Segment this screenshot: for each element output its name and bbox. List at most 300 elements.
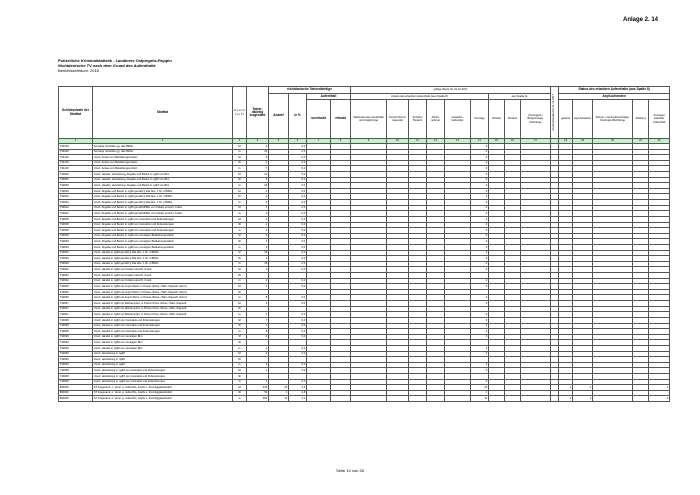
cell-sex: M (233, 250, 247, 256)
cell-pct: 0,0 (289, 239, 307, 245)
col-erlaubt-header: erlaubt (331, 100, 351, 139)
cell-sex: W (233, 194, 247, 200)
cell-sex: W (233, 239, 247, 245)
cell-key: 734825 (59, 284, 93, 290)
col-number: 22 (649, 139, 670, 144)
cell-pct: 0,0 (289, 244, 307, 250)
col-number: 18 (559, 139, 573, 144)
cell-offense: Unerl. Abgabe und Besitz in nglM gemäß BtMG von Kokain einschl. Crack (93, 211, 233, 217)
cell-s14: 0 (471, 362, 489, 368)
cell-sex: W (233, 289, 247, 295)
cell-pct: 0,0 (289, 345, 307, 351)
cell-s14: 0 (471, 211, 489, 217)
cell-pct: 0,0 (289, 222, 307, 228)
cell-s14: 0 (471, 351, 489, 357)
cell-total: 3 (247, 177, 269, 183)
col-number: 9 (351, 139, 387, 144)
cell-s14: 0 (471, 228, 489, 234)
cell-pct: 4,1 (289, 396, 307, 402)
cell-sex: W (233, 323, 247, 329)
cell-sex: M (233, 385, 247, 391)
cell-key: 734848 (59, 373, 93, 379)
cell-pct: 0,0 (289, 160, 307, 166)
cell-pct: 0,0 (289, 250, 307, 256)
cell-s17 (521, 396, 551, 402)
cell-s13 (445, 396, 471, 402)
cell-pct: 0,0 (289, 211, 307, 217)
cell-offense: Unerl. Handel in nglM mit Methamphet. in Pulver-/Krist.-/Flüss.-/Tabl.-/Kapself. (93, 312, 233, 318)
cell-key: 890000 (59, 385, 93, 391)
cell-s14: 0 (471, 334, 489, 340)
cell-total: 1 (247, 345, 269, 351)
cell-s14: 0 (471, 284, 489, 290)
col-9-header: Stationierungs-streitkräfte und Angehörige (351, 100, 387, 139)
cell-s14: 0 (471, 216, 489, 222)
cell-key: 734820 (59, 250, 93, 256)
cell-s15 (489, 396, 505, 402)
cell-total: 15 (247, 250, 269, 256)
cell-s14: 0 (471, 323, 489, 329)
cell-s14: 0 (471, 239, 489, 245)
cell-offense: Unerl. Herstellung in nglM von Cannabis und Zubereitungen (93, 373, 233, 379)
cell-pct: 0,0 (289, 301, 307, 307)
cell-offense: Unerl. Handel in nglM von Kokain einschl. Crack (93, 273, 233, 279)
cell-key: 734812 (59, 205, 93, 211)
cell-key: 734827 (59, 301, 93, 307)
cell-s14: 0 (471, 205, 489, 211)
col-key-header: Schlüsselzahl der Straftat (59, 87, 93, 139)
cell-s8 (331, 396, 351, 402)
cell-key: 890000 (59, 390, 93, 396)
cell-key: 734822 (59, 267, 93, 273)
col-total-header: Tatver-dächtig insgesamt (247, 87, 269, 139)
col-12-header: Arbeit-nehmer (427, 100, 445, 139)
asyl-header: Asylsuchenden (559, 94, 670, 100)
cell-sex: G (233, 379, 247, 385)
cell-s9 (351, 396, 387, 402)
cell-total: 8 (247, 295, 269, 301)
cell-total: 1 (247, 211, 269, 217)
cell-s7 (307, 396, 331, 402)
col-number: 20 (593, 139, 633, 144)
col-18-header: Asylsuchenden bis 31.12.2017 (551, 87, 559, 139)
cell-key: 734825 (59, 289, 93, 295)
cell-sex: G (233, 211, 247, 217)
cell-pct: 0,0 (289, 177, 307, 183)
cell-sex: W (233, 273, 247, 279)
report-titles (58, 58, 172, 74)
cell-total: 284 (247, 396, 269, 402)
cell-s14: 0 (471, 250, 489, 256)
cell-key: 734827 (59, 312, 93, 318)
cell-s10 (387, 396, 409, 402)
cell-key: 734100 (59, 160, 93, 166)
col-number: 10 (387, 139, 409, 144)
cell-total: 1 (247, 301, 269, 307)
cell-s14: 0 (471, 329, 489, 335)
cell-key: 734818 (59, 222, 93, 228)
cell-key: 734819 (59, 239, 93, 245)
cell-s14: 0 (471, 267, 489, 273)
cell-s14: 0 (471, 194, 489, 200)
cell-sV (551, 396, 559, 402)
cell-key: 734828 (59, 329, 93, 335)
col-number: 16 (505, 139, 521, 144)
cell-offense: Unerl. Abgabe und Besitz in nglM gemäß § 29a Abs. 1 Nr. 2 BtMG (93, 200, 233, 206)
cell-key: 734000 (59, 144, 93, 150)
cell-pct: 0,0 (289, 194, 307, 200)
cell-total: 1 (247, 323, 269, 329)
cell-s18: 1 (559, 385, 573, 391)
col-number: 3 (233, 139, 247, 144)
cell-key: 734840 (59, 357, 93, 363)
cell-pct: 0,0 (289, 323, 307, 329)
cell-s14: 0 (471, 188, 489, 194)
cell-pct: 0,0 (289, 144, 307, 150)
cell-sex: G (233, 329, 247, 335)
report-period: Berichtszeitraum: 2016 (58, 68, 99, 74)
cell-s14: 0 (471, 166, 489, 172)
cell-offense: Unerl. Herstellung in nglM (93, 351, 233, 357)
cell-sex: W (233, 373, 247, 379)
table-body (59, 144, 670, 402)
col-count-header: Anzahl (269, 94, 289, 139)
cell-pct: 0,0 (289, 233, 307, 239)
cell-s14: 0 (471, 200, 489, 206)
cell-s14: 0 (471, 155, 489, 161)
col-number: 15 (489, 139, 505, 144)
cell-total: 24 (247, 183, 269, 189)
cell-sex: W (233, 177, 247, 183)
cell-total: 16 (247, 261, 269, 267)
cell-offense: Unerl. Anbau von Betäubungsmitteln (93, 160, 233, 166)
cell-s14: 0 (471, 222, 489, 228)
cell-sex: W (233, 160, 247, 166)
col-23-header: Sonstiger erlaubter Aufenthalt (649, 100, 670, 139)
cell-offense: Unerl. Abgabe und Besitz in nglM gemäß § 29a Abs. 1 Nr. 2 BtMG (93, 194, 233, 200)
cell-s14: 0 (471, 345, 489, 351)
cell-total: 31 (247, 149, 269, 155)
cell-key: 734810 (59, 188, 93, 194)
cell-key: 734848 (59, 368, 93, 374)
cell-pct: 0,0 (289, 155, 307, 161)
cell-pct: 0,0 (289, 216, 307, 222)
col-number: 19 (573, 139, 593, 144)
cell-sex: G (233, 295, 247, 301)
cell-offense: Unerl. Handel, Herstellung, Abgabe und Besitz in nglM von Btm (93, 172, 233, 178)
col-15-header: Schüler (489, 100, 505, 139)
group-ndt-header: nichtdeutsche Tatverdächtige (269, 87, 351, 94)
cell-sex: M (233, 368, 247, 374)
cell-key: 734818 (59, 228, 93, 234)
cell-s14: 0 (471, 144, 489, 150)
cell-sex: M (233, 351, 247, 357)
cell-offense: Unerl. Handel in nglM mit Methamphet. in Pulver-/Krist.-/Flüss.-/Tabl.-/Kapself. (93, 301, 233, 307)
cell-pct: 0,0 (289, 379, 307, 385)
cell-s12 (427, 396, 445, 402)
cell-total: 4 (247, 188, 269, 194)
cell-sex: W (233, 222, 247, 228)
col-17-header: Kontingent-/ Bürgerkriegs-flüchtlinge (521, 100, 551, 139)
cell-offense: Unerl. Anbau von Betäubungsmitteln (93, 166, 233, 172)
cell-sex: M (233, 301, 247, 307)
cell-total: 1 (247, 222, 269, 228)
cell-pct: 0,0 (289, 256, 307, 262)
col-number: 5 (269, 139, 289, 144)
cell-offense: Unerl. Handel in nglM mit Methamphet. in Pulver-/Krist.-/Flüss.-/Tabl.-/Kapself. (93, 306, 233, 312)
cell-total: 2 (247, 278, 269, 284)
col-number: 14 (471, 139, 489, 144)
cell-offense: Unerl. Handel in nglM mit Amph./Deriv. in Pulver-/Flüss.-/Tabl.-/Kapself. (Ecst.) (93, 295, 233, 301)
cell-pct: 0,0 (289, 228, 307, 234)
cell-offense: Unerl. Handel in nglM von Kokain einschl. Crack (93, 267, 233, 273)
cell-key: 734829 (59, 340, 93, 346)
cell-total: 1 (247, 312, 269, 318)
cell-offense: Unerl. Abgabe und Besitz in nglM von sonstigen Betäubungsmitteln (93, 233, 233, 239)
cell-offense: Unerl. Handel in nglM gemäß § 29a Abs. 1 Nr. 2 BtMG (93, 256, 233, 262)
cell-key: 734827 (59, 306, 93, 312)
cell-sex: M (233, 334, 247, 340)
cell-key: 734840 (59, 362, 93, 368)
cell-offense: Unerl. Anbau von Betäubungsmitteln (93, 155, 233, 161)
cell-pct: 4,3 (289, 385, 307, 391)
cell-key: 734800 (59, 183, 93, 189)
cell-key: 890000 (59, 396, 93, 402)
cell-total: 233 (247, 385, 269, 391)
cell-s14: 0 (471, 244, 489, 250)
cell-total: 2 (247, 267, 269, 273)
cell-sex: G (233, 200, 247, 206)
cell-key: 734828 (59, 323, 93, 329)
cell-pct: 0,0 (289, 188, 307, 194)
cell-total: 7 (247, 317, 269, 323)
cell-pct: 0,0 (289, 317, 307, 323)
cell-s22: 1 (649, 396, 670, 402)
col-10-header: Tourist/ Durch-reisender (387, 100, 409, 139)
cell-sex: G (233, 261, 247, 267)
cell-key: 734800 (59, 177, 93, 183)
cell-sex: W (233, 256, 247, 262)
cell-s14: 1 (471, 390, 489, 396)
cell-s14: 0 (471, 312, 489, 318)
col-offense-header: Straftat (93, 87, 233, 139)
cell-total: 4 (247, 144, 269, 150)
cell-pct: 0,0 (289, 166, 307, 172)
cell-s14: 10 (471, 385, 489, 391)
cell-total: 1 (247, 334, 269, 340)
cell-key: 734819 (59, 244, 93, 250)
cell-s14: 0 (471, 256, 489, 262)
cell-offense: Unerl. Handel in nglM von sonstigen Btm (93, 334, 233, 340)
cell-key: 734820 (59, 261, 93, 267)
cell-sex: M (233, 267, 247, 273)
anteil-header: Anteile des erlaubten Aufenthalts (aus Spalte 8) (351, 94, 489, 100)
cell-key: 734800 (59, 172, 93, 178)
cell-offense: Unerl. Handel in nglM von Cannabis und Zubereitungen (93, 317, 233, 323)
cell-pct: 0,0 (289, 368, 307, 374)
cell-pct: 0,0 (289, 334, 307, 340)
cell-total: 1 (247, 256, 269, 262)
cell-key: 734000 (59, 149, 93, 155)
cell-offense: ST insgesamt, o. Verst. g. AufenthG, AsylG u. FreizügigkeitsG/EU (93, 396, 233, 402)
cell-key: 734848 (59, 379, 93, 385)
cell-s11 (409, 396, 427, 402)
cell-key: 734822 (59, 273, 93, 279)
col-number: 1 (59, 139, 93, 144)
page-number: Seite 14 von 26 (336, 468, 364, 473)
cell-pct: 0,0 (289, 200, 307, 206)
cell-total: 6 (247, 200, 269, 206)
col-number: 12 (427, 139, 445, 144)
cell-pct: 2,8 (289, 390, 307, 396)
cell-key: 734825 (59, 295, 93, 301)
col-19-header: gesamt (559, 100, 573, 139)
cell-sex: G (233, 278, 247, 284)
cell-pct: 0,0 (289, 284, 307, 290)
cell-offense: Unerl. Abgabe und Besitz in nglM von Cannabis und Zubereitungen (93, 228, 233, 234)
cell-sex: W (233, 340, 247, 346)
group-valid-header: gültige Werte bis 31.12.2017 (351, 87, 551, 94)
cell-s19: 1 (573, 385, 593, 391)
cell-key: 734819 (59, 233, 93, 239)
cell-offense: Unerl. Handel in nglM mit Amph./Deriv. in Pulver-/Flüss.-/Tabl.-/Kapself. (Ecst.) (93, 284, 233, 290)
cell-pct: 0,0 (289, 172, 307, 178)
col-number: 11 (409, 139, 427, 144)
cell-s14: 0 (471, 379, 489, 385)
cell-offense: Unerl. Abgabe und Besitz in nglM von sonstigen Betäubungsmitteln (93, 239, 233, 245)
statistics-table (58, 86, 670, 402)
cell-total: 1 (247, 368, 269, 374)
cell-total: 2 (247, 379, 269, 385)
cell-key: 734812 (59, 211, 93, 217)
cell-key: 734829 (59, 345, 93, 351)
cell-total: 7 (247, 166, 269, 172)
cell-s20 (593, 396, 633, 402)
cell-s18: 1 (559, 396, 573, 402)
cell-total: 1 (247, 239, 269, 245)
cell-offense: Unerl. Herstellung in nglM (93, 357, 233, 363)
cell-key: 734840 (59, 351, 93, 357)
cell-s14: 0 (471, 233, 489, 239)
col-11-header: Schüler/ Student (409, 100, 427, 139)
report-subtitle: Nichtdeutsche TV nach dem Grund des Aufenthalts (58, 63, 156, 69)
cell-s14: 0 (471, 160, 489, 166)
col-20-header: Asyl-bewerber (573, 100, 593, 139)
cell-sex: M (233, 172, 247, 178)
cell-s16 (505, 396, 521, 402)
cell-total: 6 (247, 155, 269, 161)
cell-offense: Unerl. Herstellung in nglM (93, 362, 233, 368)
annex-label: Anlage 2. 14 (622, 17, 658, 23)
col-number: 17 (521, 139, 551, 144)
cell-sex: G (233, 345, 247, 351)
cell-key: 734100 (59, 155, 93, 161)
cell-total: 1 (247, 216, 269, 222)
cell-offense: Unerl. Abgabe und Besitz in nglM gemäß § 29a Abs. 1 Nr. 2 BtMG (93, 188, 233, 194)
cell-offense: Unerl. Handel in nglM von sonstigen Btm (93, 340, 233, 346)
cell-offense: Unerl. Herstellung in nglM von Cannabis und Zubereitungen (93, 379, 233, 385)
cell-pct: 0,0 (289, 267, 307, 273)
cell-key: 734810 (59, 200, 93, 206)
report-title: Polizeiliche Kriminalstatistik - Landkreis Ostprignitz-Ruppin (58, 58, 172, 63)
cell-pct: 0,0 (289, 351, 307, 357)
cell-s14: 0 (471, 278, 489, 284)
col-21-header: Schutz- und Asylberechtigte, Kontingentflüchtlinge (593, 100, 633, 139)
col-number: 4 (247, 139, 269, 144)
col-number: 2 (93, 139, 233, 144)
cell-key: 734818 (59, 216, 93, 222)
cell-count: 10 (269, 385, 289, 391)
col-sex-header: G e s c h l e c h t (233, 87, 247, 139)
cell-pct: 0,0 (289, 312, 307, 318)
cell-sex: G (233, 228, 247, 234)
col-number: 6 (289, 139, 307, 144)
cell-s14: 0 (471, 177, 489, 183)
cell-key: 734810 (59, 194, 93, 200)
aufenthalt-header: Aufenthalt (307, 94, 351, 100)
col-pct-header: in % (289, 94, 307, 139)
cell-pct: 0,0 (289, 183, 307, 189)
cell-s19: 1 (573, 396, 593, 402)
cell-pct: 0,0 (289, 261, 307, 267)
cell-s14: 0 (471, 183, 489, 189)
col-number: 21 (633, 139, 649, 144)
cell-offense: Unerl. Handel in nglM gemäß § 29a Abs. 1 Nr. 2 BtMG (93, 250, 233, 256)
cell-offense: ST insgesamt, o. Verst. g. AufenthG, AsylG u. FreizügigkeitsG/EU (93, 385, 233, 391)
cell-count: 1 (269, 390, 289, 396)
cell-sex: W (233, 306, 247, 312)
col-number: 7 (307, 139, 331, 144)
cell-key: 734829 (59, 334, 93, 340)
cell-offense: Sonstige Verstöße gg. das BtMG (93, 149, 233, 155)
cell-s14: 0 (471, 317, 489, 323)
cell-offense: Unerl. Abgabe und Besitz in nglM von Cannabis und Zubereitungen (93, 216, 233, 222)
cell-s14: 0 (471, 368, 489, 374)
cell-offense: Unerl. Handel, Herstellung, Abgabe und Besitz in nglM von Btm (93, 183, 233, 189)
cell-s14: 0 (471, 172, 489, 178)
cell-sex: G (233, 149, 247, 155)
group-status-header: Status des erlaubten Aufenthalts (aus Spalte 8) (559, 87, 670, 94)
cell-offense: Unerl. Handel in nglM mit Amph./Deriv. in Pulver-/Flüss.-/Tabl.-/Kapself. (Ecst.) (93, 289, 233, 295)
cell-sex: M (233, 144, 247, 150)
cell-total: 2 (247, 228, 269, 234)
cell-total: 2 (247, 362, 269, 368)
cell-s14: 11 (471, 396, 489, 402)
col-number: 13 (445, 139, 471, 144)
cell-s14: 0 (471, 301, 489, 307)
cell-offense: Unerl. Handel in nglM von Cannabis und Zubereitungen (93, 323, 233, 329)
cell-key: 734820 (59, 256, 93, 262)
cell-sex: W (233, 357, 247, 363)
cell-sex: M (233, 205, 247, 211)
cell-sex: G (233, 312, 247, 318)
cell-total: 50 (247, 390, 269, 396)
cell-pct: 0,0 (289, 278, 307, 284)
cell-offense: Unerl. Handel in nglM von sonstigen Btm (93, 345, 233, 351)
cell-offense: Sonstige Verstöße gg. das BtMG (93, 144, 233, 150)
cell-key: 734100 (59, 166, 93, 172)
cell-sex: G (233, 166, 247, 172)
col-number: 8 (331, 139, 351, 144)
cell-pct: 0,0 (289, 329, 307, 335)
cell-key: 734822 (59, 278, 93, 284)
cell-sex: M (233, 317, 247, 323)
cell-sex: M (233, 155, 247, 161)
cell-sex: G (233, 396, 247, 402)
cell-sex: M (233, 233, 247, 239)
cell-pct: 0,0 (289, 149, 307, 155)
cell-s21 (633, 396, 649, 402)
